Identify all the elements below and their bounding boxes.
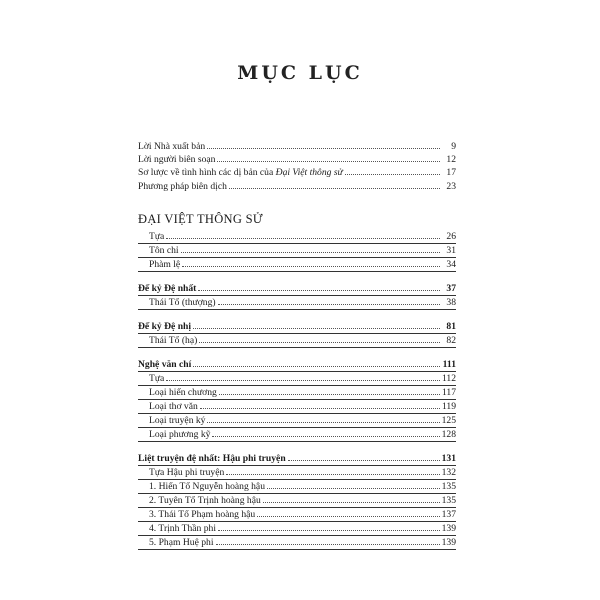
dot-leader <box>288 452 440 461</box>
dot-leader <box>207 140 440 149</box>
toc-entry-label: Thái Tổ (hạ) <box>149 335 198 346</box>
toc-entry-label: Lời người biên soạn <box>138 154 216 166</box>
toc-entry-label: Tựa Hậu phi truyện <box>149 467 225 478</box>
toc-entry <box>138 386 456 400</box>
toc-entry-page: 82 <box>446 335 456 346</box>
dot-leader <box>267 480 440 489</box>
toc-entry-page: 23 <box>446 180 456 192</box>
toc-group-label: Liệt truyện đệ nhất: Hậu phi truyện <box>138 453 286 464</box>
page-title: MỤC LỤC <box>237 62 363 84</box>
toc-group <box>138 358 456 442</box>
toc-group-page: 37 <box>446 283 456 294</box>
toc-entry <box>138 466 456 480</box>
toc-entry-page: 31 <box>446 245 456 256</box>
toc-entry-page: 125 <box>441 415 456 426</box>
toc-entry <box>138 296 456 310</box>
toc-group <box>138 320 456 348</box>
dot-leader <box>166 230 440 239</box>
toc-entry-label: Thái Tổ (thượng) <box>149 297 216 308</box>
toc-entry <box>138 372 456 386</box>
dot-leader <box>345 166 440 175</box>
toc-entry <box>138 428 456 442</box>
toc-group-page: 111 <box>442 359 456 370</box>
toc-entry-page: 38 <box>446 297 456 308</box>
dot-leader <box>218 522 440 531</box>
dot-leader <box>166 372 440 381</box>
toc-entry <box>138 494 456 508</box>
toc-top-items <box>138 230 456 272</box>
toc-entry-label: Lời Nhà xuất bản <box>138 141 206 152</box>
dot-leader <box>229 180 440 189</box>
toc-entry-label: 3. Thái Tổ Phạm hoàng hậu <box>149 509 256 520</box>
toc-group-title <box>138 320 456 334</box>
toc-entry-page: 128 <box>441 429 456 440</box>
toc-entry-page: 17 <box>446 167 456 179</box>
toc-entry-page: 9 <box>451 141 456 152</box>
toc-group <box>138 452 456 550</box>
toc-entry-label: Loại phương kỹ <box>149 429 211 440</box>
toc-entry-label: Phương pháp biên dịch <box>138 180 227 192</box>
toc-group <box>138 282 456 310</box>
toc-entry <box>138 230 456 244</box>
book-title-italic: Đại Việt thông sử <box>275 167 343 179</box>
toc-entry <box>138 140 456 153</box>
toc-entry-page: 132 <box>441 467 456 478</box>
dot-leader <box>181 244 440 253</box>
toc-entry-label-text: Sơ lược về tình hình các dị bản của <box>138 167 276 179</box>
dot-leader <box>200 400 440 409</box>
toc-entry-label <box>138 166 343 179</box>
toc-entry-page: 26 <box>446 231 456 242</box>
toc-entry-label: Loại thơ văn <box>149 401 198 412</box>
toc-entry <box>138 166 456 179</box>
section-heading: ĐẠI VIỆT THÔNG SỬ <box>138 212 263 226</box>
toc-entry <box>138 153 456 166</box>
toc-entry <box>138 180 456 193</box>
toc-entry-page: 137 <box>441 509 456 520</box>
dot-leader <box>263 494 440 503</box>
dot-leader <box>216 536 440 545</box>
toc-intro <box>138 140 456 193</box>
toc-entry-label: Loại truyện ký <box>149 415 206 426</box>
dot-leader <box>226 466 439 475</box>
dot-leader <box>219 386 440 395</box>
toc-entry-label: 5. Phạm Huệ phi <box>149 537 214 548</box>
toc-group-title <box>138 358 456 372</box>
toc-entry <box>138 480 456 494</box>
toc-entry-label: Tựa <box>149 373 165 384</box>
toc-group-label: Đế kỷ Đệ nhất <box>138 283 197 294</box>
toc-entry-label: 1. Hiến Tổ Nguyễn hoàng hậu <box>149 481 265 492</box>
toc-entry-page: 112 <box>441 373 456 384</box>
toc-entry-page: 139 <box>441 537 456 548</box>
toc-group-title <box>138 282 456 296</box>
dot-leader <box>207 414 439 423</box>
dot-leader <box>212 428 439 437</box>
dot-leader <box>218 296 440 305</box>
dot-leader <box>193 320 440 329</box>
toc-entry-page: 119 <box>441 401 456 412</box>
toc-group-title <box>138 452 456 466</box>
toc-entry-page: 139 <box>441 523 456 534</box>
dot-leader <box>193 358 440 367</box>
toc-entry <box>138 258 456 272</box>
toc-entry <box>138 522 456 536</box>
toc-entry-label: Phàm lệ <box>149 259 181 270</box>
toc-entry-page: 34 <box>446 259 456 270</box>
toc-entry <box>138 244 456 258</box>
toc-entry <box>138 508 456 522</box>
toc-entry-label: Tôn chỉ <box>149 245 179 256</box>
toc-entry-page: 135 <box>441 481 456 492</box>
dot-leader <box>182 258 440 267</box>
toc-entry-page: 135 <box>441 495 456 506</box>
toc-entry-page: 12 <box>446 154 456 166</box>
toc-entry-label: 2. Tuyên Tổ Trịnh hoàng hậu <box>149 495 261 506</box>
toc-entry <box>138 536 456 550</box>
toc-section <box>138 211 456 550</box>
toc-entry <box>138 400 456 414</box>
dot-leader <box>217 153 440 162</box>
toc-entry <box>138 334 456 348</box>
toc-group-page: 131 <box>441 453 456 464</box>
dot-leader <box>199 334 440 343</box>
toc-group-label: Đế kỷ Đệ nhị <box>138 321 192 332</box>
toc-entry-label: 4. Trịnh Thần phi <box>149 523 216 534</box>
dot-leader <box>198 282 440 291</box>
toc-group-page: 81 <box>446 321 456 332</box>
dot-leader <box>257 508 439 517</box>
toc-group-label: Nghệ văn chí <box>138 359 192 370</box>
toc-entry-label: Tựa <box>149 231 165 242</box>
toc-entry-page: 117 <box>441 387 456 398</box>
toc-entry <box>138 414 456 428</box>
toc-entry-label: Loại hiến chương <box>149 387 217 398</box>
